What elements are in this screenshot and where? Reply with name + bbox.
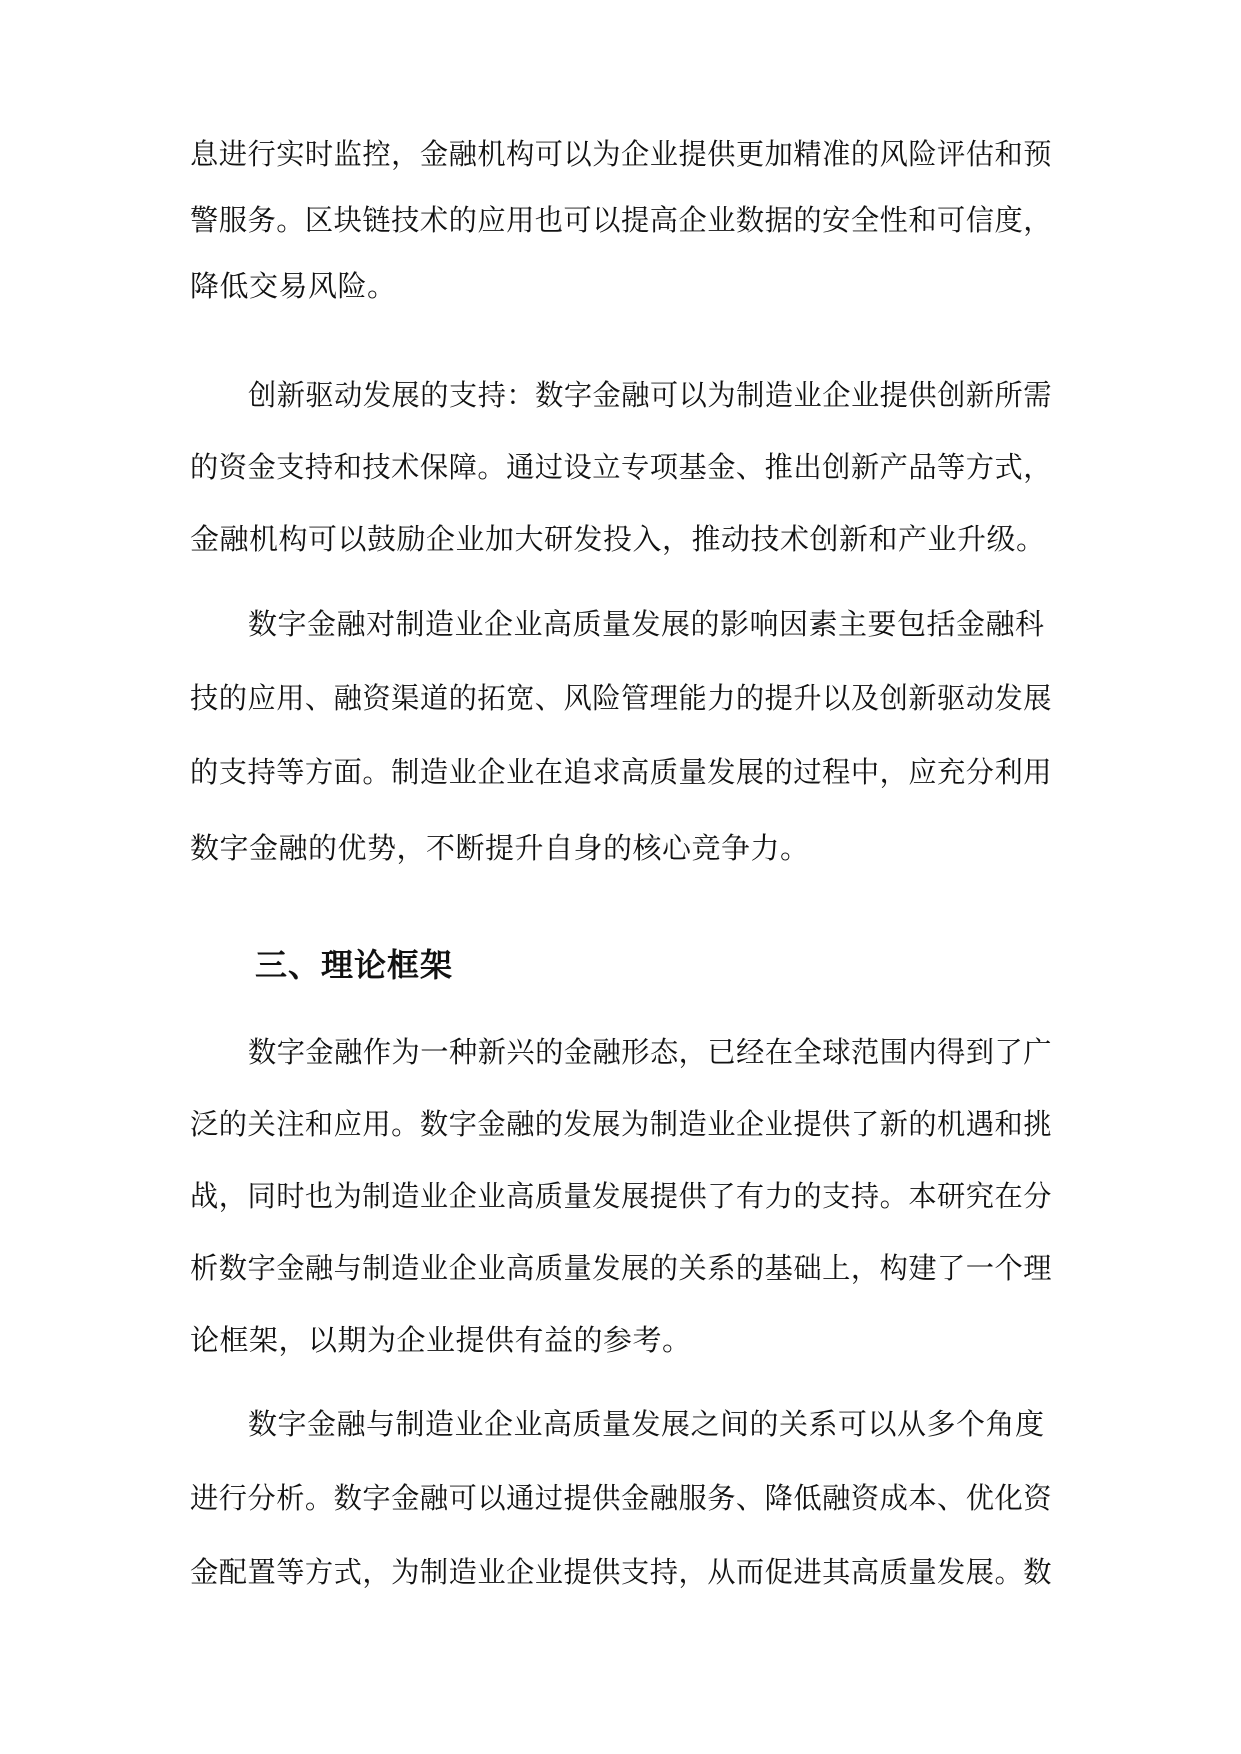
text-line <box>0 256 1241 316</box>
text-line-content: 的支持等方面。制造业企业在追求高质量发展的过程中，应充分利用 <box>190 755 1053 789</box>
text-line <box>0 190 1241 250</box>
text-line <box>0 509 1241 569</box>
text-line <box>0 1394 1241 1454</box>
text-line-content: 论框架，以期为企业提供有益的参考。 <box>190 1323 692 1357</box>
text-line-content: 息进行实时监控，金融机构可以为企业提供更加精准的风险评估和预 <box>190 137 1053 171</box>
text-line <box>0 1166 1241 1226</box>
text-line <box>0 1542 1241 1602</box>
text-line <box>0 1238 1241 1298</box>
text-line <box>0 594 1241 654</box>
text-line <box>0 1094 1241 1154</box>
text-line <box>0 668 1241 728</box>
text-line-content: 数字金融的优势，不断提升自身的核心竞争力。 <box>190 831 810 865</box>
text-line-content: 数字金融与制造业企业高质量发展之间的关系可以从多个角度 <box>248 1407 1045 1441</box>
text-line <box>0 818 1241 878</box>
text-line-content: 进行分析。数字金融可以通过提供金融服务、降低融资成本、优化资 <box>190 1481 1053 1515</box>
text-line-content: 警服务。区块链技术的应用也可以提高企业数据的安全性和可信度， <box>190 203 1053 237</box>
text-line-content: 降低交易风险。 <box>190 269 397 303</box>
text-line-content: 金融机构可以鼓励企业加大研发投入，推动技术创新和产业升级。 <box>190 522 1046 556</box>
text-line <box>0 437 1241 497</box>
text-line <box>0 124 1241 184</box>
text-line-content: 金配置等方式，为制造业企业提供支持，从而促进其高质量发展。数 <box>190 1555 1053 1589</box>
text-line-content: 战，同时也为制造业企业高质量发展提供了有力的支持。本研究在分 <box>190 1179 1053 1213</box>
text-line-content: 的资金支持和技术保障。通过设立专项基金、推出创新产品等方式， <box>190 450 1053 484</box>
text-line <box>0 742 1241 802</box>
text-line-content: 技的应用、融资渠道的拓宽、风险管理能力的提升以及创新驱动发展 <box>190 681 1053 715</box>
text-line-content: 泛的关注和应用。数字金融的发展为制造业企业提供了新的机遇和挑 <box>190 1107 1053 1141</box>
text-line-content: 数字金融对制造业企业高质量发展的影响因素主要包括金融科 <box>248 607 1045 641</box>
section-heading: 三、理论框架 <box>255 946 454 984</box>
text-line-content: 析数字金融与制造业企业高质量发展的关系的基础上，构建了一个理 <box>190 1251 1053 1285</box>
text-line <box>0 365 1241 425</box>
text-line <box>0 1310 1241 1370</box>
text-line-content: 创新驱动发展的支持：数字金融可以为制造业企业提供创新所需 <box>248 378 1052 412</box>
text-line-content: 数字金融作为一种新兴的金融形态，已经在全球范围内得到了广 <box>248 1035 1052 1069</box>
text-line <box>0 1022 1241 1082</box>
text-line <box>0 1468 1241 1528</box>
